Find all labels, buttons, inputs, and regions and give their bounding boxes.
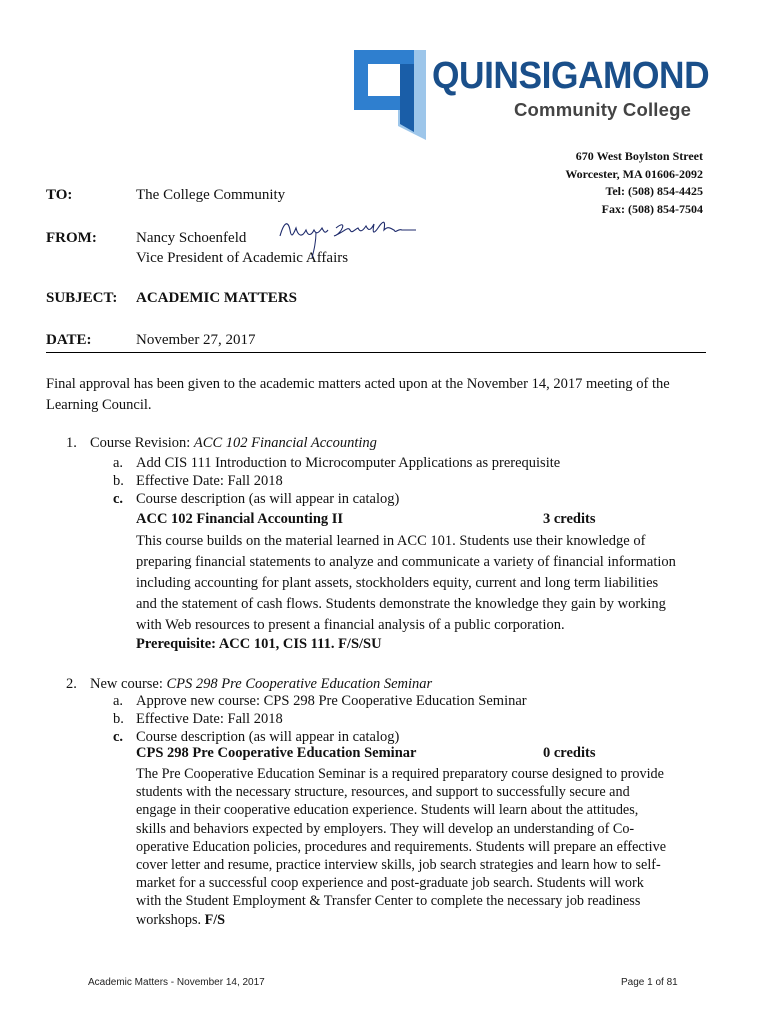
item-2-credits: 0 credits: [543, 745, 596, 761]
item-2-c-marker: c.: [113, 729, 124, 745]
item-2-course-title: CPS 298 Pre Cooperative Education Seminar: [136, 745, 417, 761]
item-2-course: CPS 298 Pre Cooperative Education Seminar: [166, 676, 433, 692]
page-number: Page 1 of 81: [621, 977, 678, 988]
item-2-number: 2.: [66, 676, 77, 692]
footer-left: Academic Matters - November 14, 2017: [88, 977, 265, 988]
desc-line: and the statement of cash flows. Students demonstrate the knowledge they gain by working: [136, 596, 666, 612]
desc-line: The Pre Cooperative Education Seminar is a required preparatory course designed to provide: [136, 766, 664, 782]
item-1-b-marker: b.: [113, 473, 124, 489]
desc-line: including accounting for plant assets, stockholders equity, current and long term liabilities: [136, 575, 659, 591]
item-1-prerequisite: Prerequisite: ACC 101, CIS 111. F/S/SU: [136, 636, 382, 652]
item-2-b: Effective Date: Fall 2018: [136, 711, 283, 727]
signature-icon: [278, 216, 418, 268]
to-label: TO:: [46, 187, 73, 203]
desc-line: skills and behaviors expected by employers. They will develop an understanding of Co-: [136, 820, 635, 837]
desc-line: This course builds on the material learned in ACC 101. Students use their knowledge of: [136, 533, 646, 549]
item-1-heading: [90, 435, 377, 452]
desc-last-text: workshops.: [136, 911, 202, 928]
item-1-a: Add CIS 111 Introduction to Microcomputer Applications as prerequisite: [136, 455, 561, 471]
desc-line: with the Student Employment & Transfer Center to complete the necessary job readiness: [136, 893, 641, 910]
item-2-heading: [90, 676, 432, 693]
date-label: DATE:: [46, 332, 92, 348]
item-1-lead: Course Revision:: [90, 435, 191, 451]
from-name: Nancy Schoenfeld: [136, 230, 247, 246]
item-1-b: Effective Date: Fall 2018: [136, 473, 283, 489]
desc-line: cover letter and resume, practice interview skills, job search strategies and learn how to self-: [136, 857, 661, 874]
item-2-a-marker: a.: [113, 693, 124, 709]
desc-line: operative Education policies, procedures and requirements. Students will prepare an effective: [136, 838, 666, 855]
item-2-lead: New course:: [90, 676, 163, 692]
desc-last-bold: F/S: [204, 911, 226, 928]
desc-line: market for a successful coop experience and post-graduate job search. Students will work: [136, 875, 644, 892]
subject-label: SUBJECT:: [46, 290, 118, 306]
item-1-description: [136, 531, 706, 636]
item-1-c: Course description (as will appear in catalog): [136, 491, 400, 507]
to-value: The College Community: [136, 187, 286, 203]
item-2-a: Approve new course: CPS 298 Pre Cooperative Education Seminar: [136, 693, 527, 709]
desc-line: students with the necessary structure, resources, and support to successfully secure and: [136, 784, 630, 801]
header-divider: [46, 352, 706, 353]
logo-subtitle: Community College: [514, 99, 692, 120]
desc-line: preparing financial statements to analyze and communicate a variety of financial information: [136, 554, 676, 570]
from-title: Vice President of Academic Affairs: [136, 250, 349, 266]
item-1-course-title: ACC 102 Financial Accounting II: [136, 511, 344, 527]
address-block: [565, 148, 703, 218]
item-1-course: ACC 102 Financial Accounting: [193, 435, 377, 451]
item-1-number: 1.: [66, 435, 77, 451]
desc-line: [136, 911, 716, 929]
logo-name: QUINSIGAMOND: [432, 55, 710, 97]
intro-paragraph: Final approval has been given to the academic matters acted upon at the November 14, 2017 meeting of the Learning Council.: [46, 376, 670, 413]
item-2-c: Course description (as will appear in catalog): [136, 729, 400, 745]
date-value: November 27, 2017: [136, 332, 256, 348]
item-1-credits: 3 credits: [543, 511, 596, 527]
address-fax: Fax: (508) 854-7504: [601, 201, 703, 216]
from-label: FROM:: [46, 230, 97, 246]
college-logo-icon: [354, 50, 426, 140]
subject-value: ACADEMIC MATTERS: [136, 290, 297, 306]
address-street: 670 West Boylston Street: [575, 149, 703, 163]
address-tel: Tel: (508) 854-4425: [605, 184, 703, 198]
item-2-b-marker: b.: [113, 711, 124, 727]
address-city: Worcester, MA 01606-2092: [565, 166, 703, 181]
item-1-a-marker: a.: [113, 455, 124, 471]
desc-line: with Web resources to present a financial analysis of a public corporation.: [136, 617, 565, 633]
desc-line: engage in their cooperative education experience. Students will learn about the attitudes,: [136, 802, 639, 819]
item-1-c-marker: c.: [113, 491, 124, 507]
item-2-description: [136, 765, 716, 929]
